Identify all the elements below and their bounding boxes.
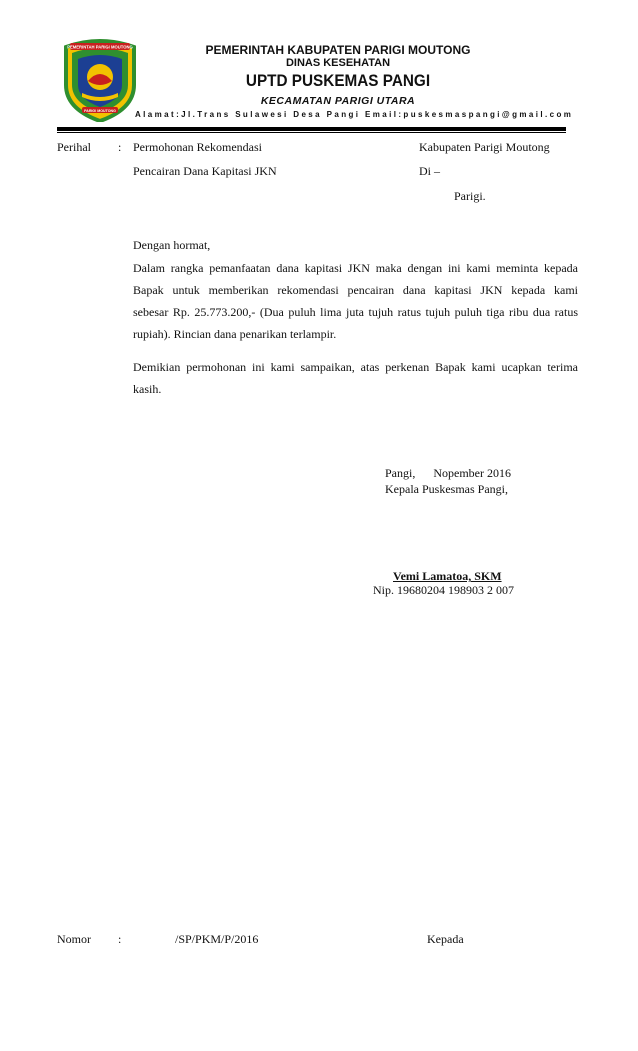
nomor-label: Nomor [57,932,91,946]
body-p1-line: sebesar Rp. 25.773.200,- (Dua puluh lima juta tujuh ratus tujuh puluh tiga ribu dua ratus [133,305,578,319]
letterhead-department: DINAS KESEHATAN [285,57,391,69]
perihal-line2: Pencairan Dana Kapitasi JKN [133,164,277,178]
nomor-colon: : [118,932,122,946]
svg-text:PEMERINTAH PARIGI MOUTONG: PEMERINTAH PARIGI MOUTONG [67,44,133,50]
signer-position: Kepala Puskesmas Pangi, [385,482,508,496]
signer-name: Vemi Lamatoa, SKM [393,569,502,583]
letterhead-title: UPTD PUSKEMAS PANGI [245,71,431,90]
recipient-line1: Kabupaten Parigi Moutong [419,140,550,154]
perihal-line1: Permohonan Rekomendasi [133,140,262,154]
body-paragraph-2 [133,356,578,400]
letterhead-subdistrict: KECAMATAN PARIGI UTARA [260,95,416,107]
body-p2-line: kasih. [133,382,162,396]
recipient-line3: Parigi. [454,189,486,203]
body-paragraph-1 [133,257,578,345]
signer-nip: Nip. 19680204 198903 2 007 [373,583,514,597]
nomor-value: /SP/PKM/P/2016 [175,932,259,946]
letterhead-address: Alamat:Jl.Trans Sulawesi Desa Pangi Email:puskesmaspangi@gmail.com [135,110,574,119]
kepada-label: Kepada [427,932,464,946]
perihal-colon: : [118,140,122,154]
letterhead-divider-thin [57,132,566,133]
letterhead-government: PEMERINTAH KABUPATEN PARIGI MOUTONG [205,43,471,57]
greeting: Dengan hormat, [133,238,211,252]
body-p1-line: Dalam rangka pemanfaatan dana kapitasi JKN maka dengan ini kami meminta kepada [133,261,578,275]
perihal-label: Perihal [57,140,91,154]
svg-text:PARIGI MOUTONG: PARIGI MOUTONG [84,108,116,113]
place-date: Pangi, Nopember 2016 [385,466,511,480]
body-p1-line: rupiah). Rincian dana penarikan terlampir. [133,327,337,341]
letterhead-divider [57,127,566,131]
body-p1-line: Bapak untuk memberikan rekomendasi pencairan dana kapitasi JKN kepada kami [133,283,578,297]
recipient-line2: Di – [419,164,440,178]
body-p2-line: Demikian permohonan ini kami sampaikan, atas perkenan Bapak kami ucapkan terima [133,360,578,374]
